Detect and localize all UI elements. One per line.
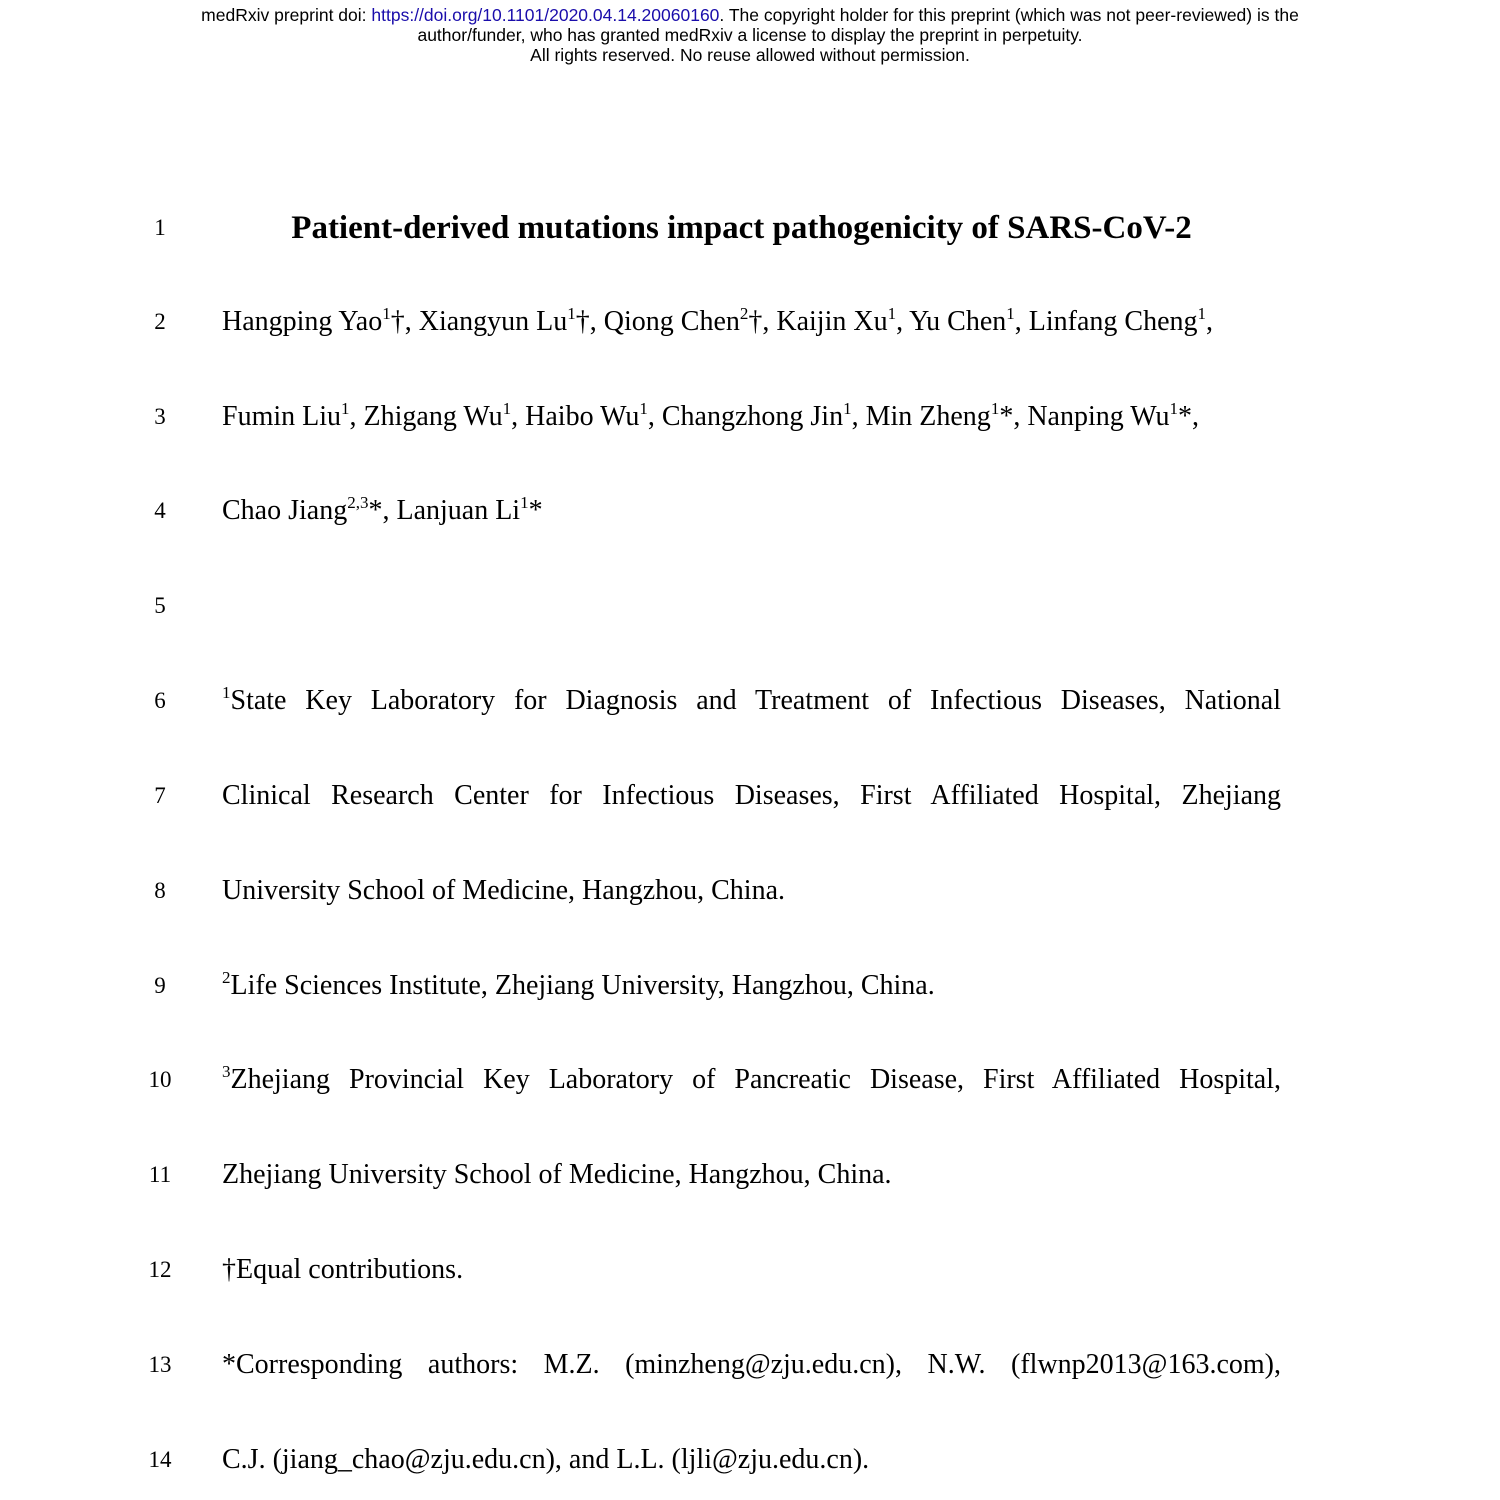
author-name: Fumin Liu bbox=[222, 401, 342, 432]
author-affiliation-sup: 1 bbox=[567, 304, 576, 323]
author-mark: , bbox=[349, 401, 364, 432]
author-name: Linfang Cheng bbox=[1028, 306, 1198, 337]
affiliation-2 bbox=[222, 966, 1281, 1006]
line-number: 9 bbox=[154, 973, 166, 998]
manuscript-line bbox=[0, 1250, 1500, 1290]
author-affiliation-sup: 1 bbox=[341, 399, 350, 418]
author-mark: , bbox=[1206, 306, 1214, 337]
author-name: Min Zheng bbox=[865, 401, 991, 432]
manuscript-line bbox=[0, 1440, 1500, 1480]
manuscript-line bbox=[0, 966, 1500, 1006]
manuscript-line bbox=[0, 1345, 1500, 1385]
author-name: Hangping Yao bbox=[222, 306, 383, 337]
line-number: 8 bbox=[154, 878, 166, 903]
header-line-1-suffix: . The copyright holder for this preprint (which was not peer-reviewed) is the bbox=[719, 5, 1299, 25]
header-line-3: All rights reserved. No reuse allowed without permission. bbox=[530, 45, 970, 65]
line-number: 14 bbox=[148, 1447, 172, 1472]
manuscript-line bbox=[0, 1155, 1500, 1195]
author-affiliation-sup: 1 bbox=[887, 304, 897, 323]
author-mark: , bbox=[1014, 306, 1029, 337]
affiliation-1-line-2: Clinical Research Center for Infectious Diseases, First Affiliated Hospital, Zhejiang bbox=[222, 780, 1281, 811]
line-number: 13 bbox=[148, 1352, 172, 1377]
manuscript-line bbox=[0, 1060, 1500, 1100]
author-mark: , bbox=[896, 306, 910, 337]
author-affiliation-sup: 1 bbox=[520, 493, 529, 512]
affiliation-sup: 1 bbox=[222, 683, 231, 702]
manuscript-line bbox=[0, 776, 1500, 816]
author-name: Lanjuan Li bbox=[396, 495, 521, 526]
header-line-2: author/funder, who has granted medRxiv a license to display the preprint in perpetuity. bbox=[417, 25, 1083, 45]
line-number: 12 bbox=[148, 1257, 172, 1282]
author-name: Zhigang Wu bbox=[363, 401, 503, 432]
author-list-line-4 bbox=[222, 491, 1281, 531]
affiliation-text: State Key Laboratory for Diagnosis and Treatment of Infectious Diseases, National bbox=[230, 685, 1281, 716]
affiliation-text: Zhejiang Provincial Key Laboratory of Pancreatic Disease, First Affiliated Hospital, bbox=[230, 1064, 1281, 1095]
manuscript-line bbox=[0, 397, 1500, 437]
manuscript-line bbox=[0, 208, 1500, 248]
author-name: Chao Jiang bbox=[222, 495, 348, 526]
manuscript-line bbox=[0, 871, 1500, 911]
line-number: 10 bbox=[148, 1067, 172, 1092]
author-affiliation-sup: 1 bbox=[1006, 304, 1015, 323]
corresponding-authors-line-2: C.J. (jiang_chao@zju.edu.cn), and L.L. (ljli@zju.edu.cn). bbox=[222, 1444, 870, 1475]
affiliation-sup: 3 bbox=[222, 1062, 231, 1081]
author-mark: †, bbox=[390, 306, 419, 337]
header-line-1 bbox=[0, 5, 1500, 25]
author-affiliation-sup: 1 bbox=[639, 399, 648, 418]
author-name: Qiong Chen bbox=[603, 306, 740, 337]
affiliation-sup: 2 bbox=[222, 968, 231, 987]
author-affiliation-sup: 2,3 bbox=[347, 493, 369, 512]
affiliation-1-line-3: University School of Medicine, Hangzhou, China. bbox=[222, 875, 786, 906]
line-number: 4 bbox=[154, 498, 166, 523]
line-number: 2 bbox=[154, 309, 166, 334]
author-mark: *, bbox=[1178, 401, 1200, 432]
author-mark: †, bbox=[748, 306, 777, 337]
author-affiliation-sup: 1 bbox=[843, 399, 852, 418]
author-affiliation-sup: 1 bbox=[382, 304, 391, 323]
affiliation-1-line-1 bbox=[222, 681, 1281, 721]
affiliation-3-line-2: Zhejiang University School of Medicine, Hangzhou, China. bbox=[222, 1159, 892, 1190]
line-number: 11 bbox=[148, 1162, 172, 1187]
author-name: Nanping Wu bbox=[1027, 401, 1170, 432]
author-mark: , bbox=[511, 401, 526, 432]
affiliation-3-line-1 bbox=[222, 1060, 1281, 1100]
author-name: Kaijin Xu bbox=[776, 306, 888, 337]
author-name: Xiangyun Lu bbox=[418, 306, 568, 337]
author-mark: , bbox=[647, 401, 662, 432]
preprint-header bbox=[0, 5, 1500, 65]
author-list-line-2 bbox=[222, 302, 1281, 342]
author-mark: *, bbox=[999, 401, 1028, 432]
line-number: 7 bbox=[154, 783, 166, 808]
author-name: Yu Chen bbox=[909, 306, 1007, 337]
manuscript-line bbox=[0, 586, 1500, 626]
line-number: 1 bbox=[154, 215, 166, 240]
line-number: 3 bbox=[154, 404, 166, 429]
author-affiliation-sup: 1 bbox=[990, 399, 1000, 418]
author-list-line-3 bbox=[222, 397, 1281, 437]
manuscript-line bbox=[0, 681, 1500, 721]
author-mark: * bbox=[528, 495, 543, 526]
author-name: Haibo Wu bbox=[525, 401, 640, 432]
corresponding-authors-line-1: *Corresponding authors: M.Z. (minzheng@zju.edu.cn), N.W. (flwnp2013@163.com), bbox=[222, 1349, 1281, 1380]
doi-link[interactable]: https://doi.org/10.1101/2020.04.14.20060160 bbox=[371, 5, 720, 25]
header-prefix: medRxiv preprint doi: bbox=[201, 5, 372, 25]
author-affiliation-sup: 2 bbox=[739, 304, 749, 323]
manuscript-line bbox=[0, 302, 1500, 342]
author-affiliation-sup: 1 bbox=[502, 399, 512, 418]
line-number: 6 bbox=[154, 688, 166, 713]
affiliation-text: Life Sciences Institute, Zhejiang University, Hangzhou, China. bbox=[230, 970, 935, 1001]
author-name: Changzhong Jin bbox=[661, 401, 844, 432]
author-mark: *, bbox=[368, 495, 397, 526]
paper-title: Patient-derived mutations impact pathogenicity of SARS-CoV-2 bbox=[291, 210, 1192, 246]
author-mark: †, bbox=[575, 306, 604, 337]
equal-contribution-note: †Equal contributions. bbox=[222, 1254, 464, 1285]
author-affiliation-sup: 1 bbox=[1197, 304, 1207, 323]
line-number: 5 bbox=[154, 593, 166, 618]
author-affiliation-sup: 1 bbox=[1169, 399, 1179, 418]
manuscript-line bbox=[0, 491, 1500, 531]
author-mark: , bbox=[851, 401, 866, 432]
